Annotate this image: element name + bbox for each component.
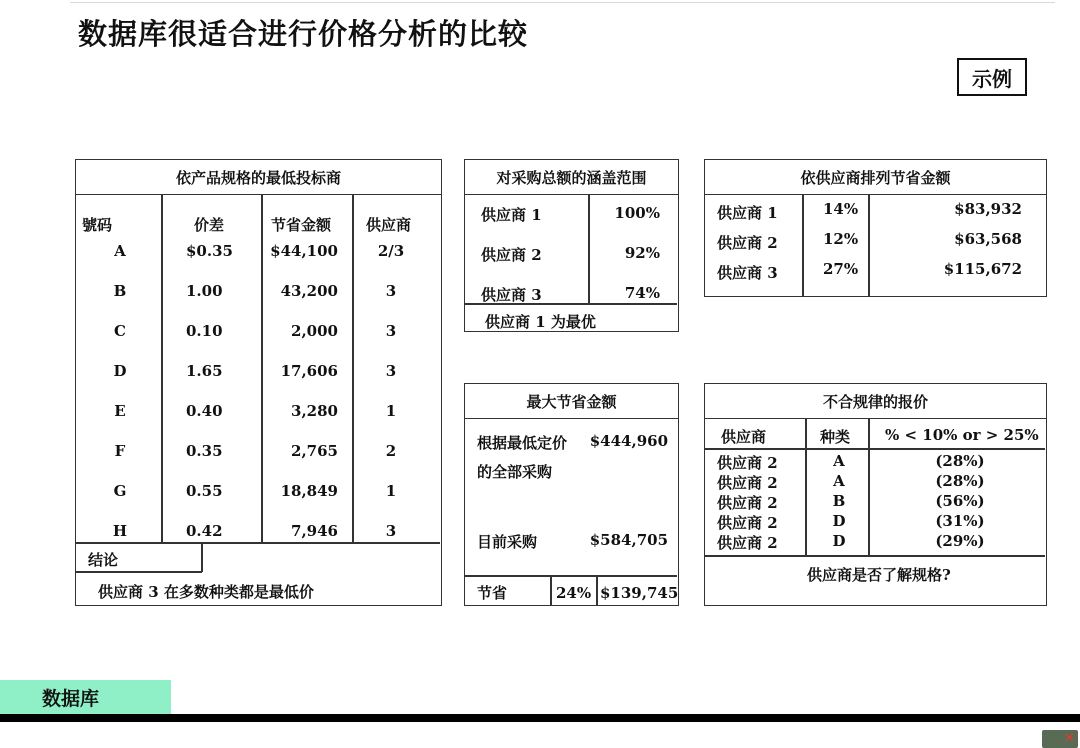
table-cell-supplier: 3 — [385, 522, 397, 540]
row-pct: 92% — [624, 244, 660, 262]
table-cell-code: C — [114, 322, 126, 340]
row-pct: 27% — [823, 260, 859, 278]
table-cell-supplier: 供应商 2 — [717, 534, 778, 552]
table-cell-pct: (28%) — [935, 452, 985, 470]
row-pct: 14% — [823, 200, 859, 218]
table-cell-supplier: 3 — [385, 282, 397, 300]
table-cell-supplier: 供应商 2 — [717, 494, 778, 512]
table-cell-saving: 7,946 — [291, 522, 338, 540]
max-savings-table — [464, 383, 679, 606]
table-cell-supplier: 1 — [385, 402, 397, 420]
row-pct: 100% — [614, 204, 660, 222]
table-cell-diff: 0.40 — [186, 402, 223, 420]
column-header: % < 10% or > 25% — [885, 426, 1039, 444]
full-purchase-line2: 的全部采购 — [477, 463, 553, 481]
table-cell-supplier: 3 — [385, 362, 397, 380]
table-cell-saving: 2,000 — [291, 322, 338, 340]
current-purchase-value: $584,705 — [589, 531, 668, 549]
section-label: 数据库 — [0, 680, 171, 715]
table-cell-code: B — [113, 282, 127, 300]
table-cell-supplier: 3 — [385, 322, 397, 340]
table-cell-pct: (28%) — [935, 472, 985, 490]
conclusion-text: 供应商 3 在多数种类都是最低价 — [98, 583, 314, 601]
row-amount: $63,568 — [954, 230, 1022, 248]
table-footer: 供应商是否了解规格? — [807, 566, 951, 584]
table-cell-kind: A — [833, 472, 845, 490]
table-cell-pct: (31%) — [935, 512, 985, 530]
table-header: 对采购总额的涵盖范围 — [465, 160, 678, 195]
table-cell-pct: (56%) — [935, 492, 985, 510]
table-cell-code: D — [113, 362, 127, 380]
column-header: 號码 — [82, 216, 113, 234]
table-cell-diff: 0.35 — [186, 442, 223, 460]
table-cell-diff: 1.00 — [186, 282, 223, 300]
table-cell-supplier: 供应商 2 — [717, 514, 778, 532]
row-pct: 12% — [823, 230, 859, 248]
table-cell-kind: D — [832, 532, 846, 550]
row-supplier: 供应商 1 — [717, 204, 778, 222]
row-supplier: 供应商 1 — [481, 206, 542, 224]
row-amount: $115,672 — [943, 260, 1022, 278]
row-pct: 74% — [624, 284, 660, 302]
column-header: 节省金额 — [271, 216, 332, 234]
row-supplier: 供应商 3 — [717, 264, 778, 282]
full-purchase-line1: 根据最低定价 — [477, 434, 568, 452]
table-cell-diff: $0.35 — [186, 242, 233, 260]
table-cell-diff: 0.10 — [186, 322, 223, 340]
table-cell-supplier: 供应商 2 — [717, 474, 778, 492]
row-supplier: 供应商 3 — [481, 286, 542, 304]
table-cell-supplier: 2 — [385, 442, 397, 460]
table-cell-diff: 0.42 — [186, 522, 223, 540]
table-cell-kind: A — [833, 452, 845, 470]
table-cell-kind: D — [832, 512, 846, 530]
row-supplier: 供应商 2 — [717, 234, 778, 252]
table-cell-code: E — [114, 402, 126, 420]
table-cell-saving: $44,100 — [270, 242, 338, 260]
table-cell-diff: 1.65 — [186, 362, 223, 380]
savings-by-supplier-table — [704, 159, 1047, 297]
table-cell-code: F — [114, 442, 126, 460]
top-divider — [70, 2, 1055, 3]
table-cell-diff: 0.55 — [186, 482, 223, 500]
close-icon[interactable]: ✕ — [1042, 730, 1078, 748]
table-header: 不合规律的报价 — [705, 384, 1046, 419]
table-header: 最大节省金额 — [465, 384, 678, 419]
table-cell-code: A — [114, 242, 126, 260]
table-cell-supplier: 2/3 — [377, 242, 405, 260]
table-header: 依供应商排列节省金额 — [705, 160, 1046, 195]
column-header: 价差 — [194, 216, 225, 234]
irregular-quotes-table — [704, 383, 1047, 606]
table-cell-saving: 18,849 — [280, 482, 338, 500]
column-header: 种类 — [820, 428, 851, 446]
table-header: 依产品规格的最低投标商 — [76, 160, 441, 195]
full-purchase-value: $444,960 — [589, 432, 668, 450]
current-purchase-label: 目前采购 — [477, 533, 538, 551]
table-cell-saving: 43,200 — [280, 282, 338, 300]
coverage-table — [464, 159, 679, 332]
savings-label: 节省 — [477, 584, 508, 602]
column-header: 供应商 — [721, 428, 767, 446]
row-amount: $83,932 — [954, 200, 1022, 218]
conclusion-label: 结论 — [88, 551, 119, 569]
table-cell-saving: 2,765 — [291, 442, 338, 460]
lowest-bidder-table — [75, 159, 442, 606]
bottom-bar — [0, 714, 1080, 722]
table-cell-code: H — [112, 522, 128, 540]
column-header: 供应商 — [366, 216, 412, 234]
row-supplier: 供应商 2 — [481, 246, 542, 264]
table-cell-kind: B — [832, 492, 846, 510]
table-footer: 供应商 1 为最优 — [485, 313, 596, 331]
table-cell-code: G — [113, 482, 127, 500]
table-cell-saving: 17,606 — [280, 362, 338, 380]
table-cell-pct: (29%) — [935, 532, 985, 550]
table-cell-saving: 3,280 — [291, 402, 338, 420]
savings-value: $139,745 — [600, 584, 679, 602]
table-cell-supplier: 供应商 2 — [717, 454, 778, 472]
table-cell-supplier: 1 — [385, 482, 397, 500]
example-badge: 示例 — [957, 58, 1027, 96]
savings-pct: 24% — [556, 584, 592, 602]
page-title: 数据库很适合进行价格分析的比较 — [78, 17, 529, 51]
